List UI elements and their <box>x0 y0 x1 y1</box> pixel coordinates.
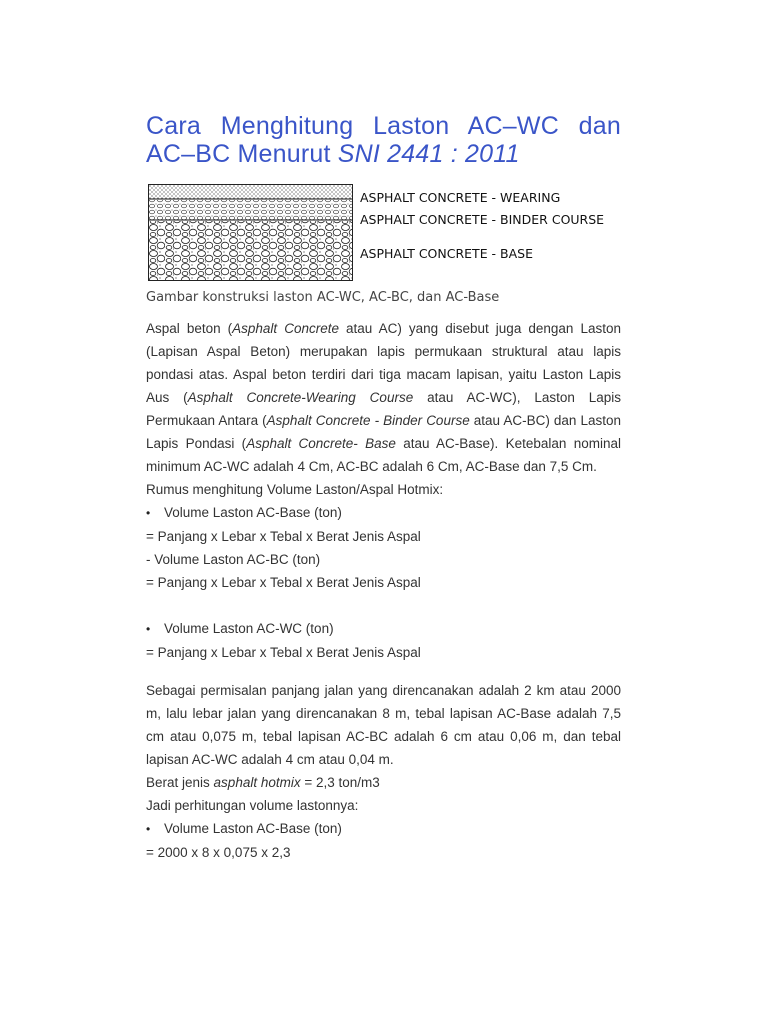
intro-text-3: atau AC-WC), Laston Lapis Permukaan Antara ( <box>146 390 621 428</box>
list-item-formula-wc <box>146 617 621 641</box>
formula-bc-equation: = Panjang x Lebar x Tebal x Berat Jenis Aspal <box>146 575 421 590</box>
title-standard-code: SNI 2441 : 2011 <box>337 140 520 168</box>
formula-bc-label: - Volume Laston AC-BC (ton) <box>146 552 321 567</box>
title-text: Cara Menghitung Laston AC–WC dan AC–BC Menurut <box>146 112 621 168</box>
pavement-layers-illustration <box>148 184 353 281</box>
formula-wc-label: Volume Laston AC-WC (ton) <box>164 621 334 636</box>
figure-caption: Gambar konstruksi laston AC-WC, AC-BC, dan AC-Base <box>146 290 500 305</box>
intro-term-2: Asphalt Concrete-Wearing Course <box>187 390 414 405</box>
calc-heading: Jadi perhitungan volume lastonnya: <box>146 798 359 813</box>
page-title <box>146 112 621 168</box>
list-item-calc-base <box>146 817 621 841</box>
formula-heading: Rumus menghitung Volume Laston/Aspal Hotmix: <box>146 482 444 497</box>
layer-label-wearing: ASPHALT CONCRETE - WEARING <box>360 190 561 205</box>
layer-legend <box>360 184 622 281</box>
intro-term-1: Asphalt Concrete <box>232 321 339 336</box>
density-text-2: = 2,3 ton/m3 <box>300 775 380 790</box>
layer-label-binder: ASPHALT CONCRETE - BINDER COURSE <box>360 212 605 227</box>
intro-term-4: Asphalt Concrete- Base <box>246 436 396 451</box>
bullet-icon: • <box>146 822 151 836</box>
spacer <box>146 664 621 679</box>
bullet-icon: • <box>146 622 151 636</box>
calc-base-label: Volume Laston AC-Base (ton) <box>164 821 342 836</box>
formula-wc-equation: = Panjang x Lebar x Tebal x Berat Jenis Aspal <box>146 645 421 660</box>
density-line <box>146 771 621 794</box>
bullet-icon: • <box>146 506 151 520</box>
density-text-1: Berat jenis <box>146 775 214 790</box>
intro-text-2: atau AC) yang disebut juga dengan Laston (Lapisan Aspal Beton) merupakan lapis permukaan struktural atau lapis pondasi atas. Aspal beton terdiri dari tiga macam lapisan, yaitu Laston Lapis Aus ( <box>146 321 621 405</box>
article-body <box>146 317 621 864</box>
formula-base-label: Volume Laston AC-Base (ton) <box>164 505 342 520</box>
intro-term-3: Asphalt Concrete - Binder Course <box>266 413 470 428</box>
density-term: asphalt hotmix <box>213 775 301 790</box>
intro-text-4: atau AC-BC) dan Laston Lapis Pondasi ( <box>146 413 621 451</box>
intro-text-1: Aspal beton ( <box>146 321 233 336</box>
spacer <box>146 594 621 617</box>
example-paragraph: Sebagai permisalan panjang jalan yang direncanakan adalah 2 km atau 2000 m, lalu lebar jalan yang direncanakan 8 m, tebal lapisan AC-Base adalah 7,5 cm atau 0,075 m, tebal lapisan AC-BC adalah 6 cm atau 0,06 m, dan tebal lapisan AC-WC adalah 4 cm atau 0,04 m. <box>146 683 621 767</box>
pavement-layers-figure <box>146 184 621 281</box>
intro-text-5: atau AC-Base). Ketebalan nominal minimum AC-WC adalah 4 Cm, AC-BC adalah 6 Cm, AC-Base dan 7,5 Cm. <box>146 436 622 474</box>
pavement-cross-section-drawing <box>149 185 352 280</box>
list-item-formula-base <box>146 501 621 525</box>
intro-paragraph <box>146 317 621 478</box>
layer-label-base: ASPHALT CONCRETE - BASE <box>360 246 534 261</box>
document-page <box>146 112 621 864</box>
calc-base-equation: = 2000 x 8 x 0,075 x 2,3 <box>146 845 291 860</box>
formula-base-equation: = Panjang x Lebar x Tebal x Berat Jenis Aspal <box>146 529 421 544</box>
